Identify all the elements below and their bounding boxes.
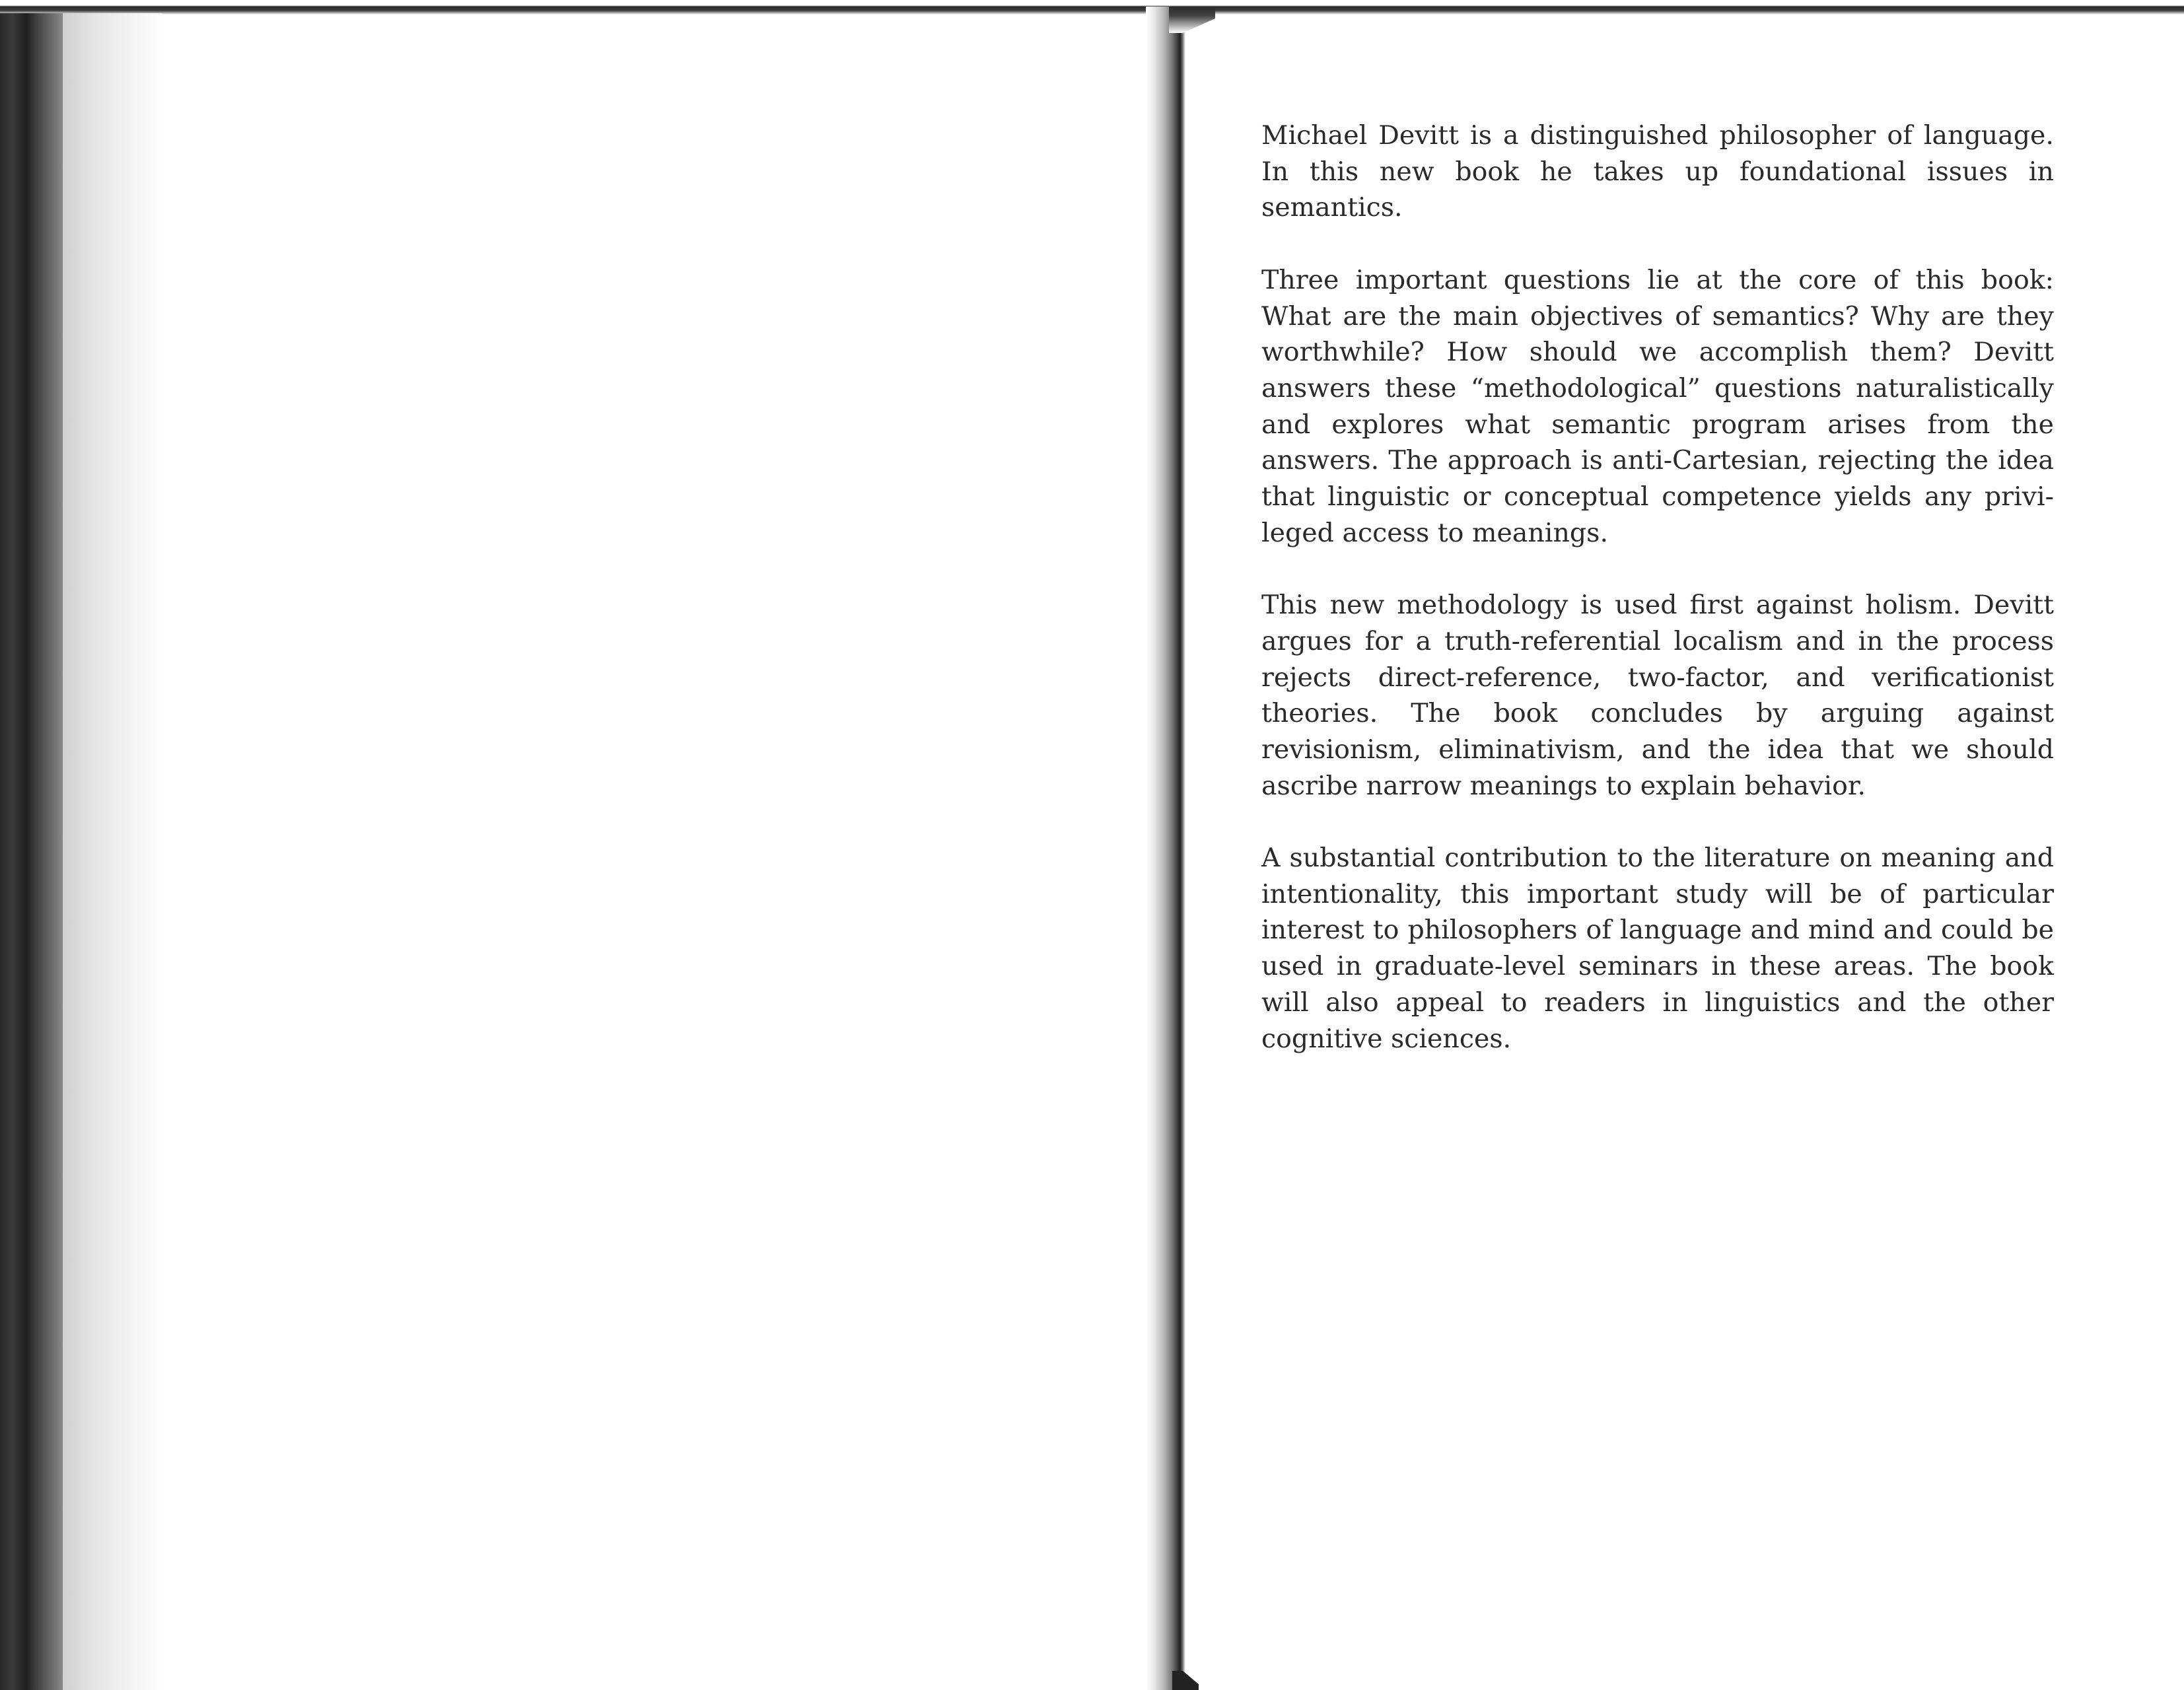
- center-gutter: [1146, 7, 1185, 1690]
- left-page-shadow: [63, 13, 162, 1690]
- right-page-text: [1261, 118, 2054, 1057]
- gutter-corner-bottom: [1172, 1671, 1199, 1690]
- top-page-edge: [0, 0, 2184, 15]
- paragraph-1: Michael Devitt is a distinguished philosopher of language. In this new book he takes up foundational issues in semantics.: [1261, 120, 2054, 223]
- paragraph-3: This new methodology is used first against holism. Devitt argues for a truth-referential localism and in the process rejects direct-reference, two-factor, and verificationist theories. The book concludes by arguing against revisionism, eliminativism, and the idea that we should ascribe narrow meanings to explain behavior.: [1261, 590, 2054, 801]
- gutter-corner-top: [1169, 7, 1215, 33]
- paragraph-4: A substantial contribution to the literature on meaning and intentionality, this important study will be of particular interest to philosophers of language and mind and could be used in graduate-level seminars in these areas. The book will also appeal to readers in linguistics and the other cognitive sciences.: [1261, 843, 2054, 1054]
- left-binding-edge: [0, 13, 63, 1690]
- paragraph-2: Three important questions lie at the core of this book: What are the main objectives of semantics? Why are they worthwhile? How should we accomplish them? Devitt answers these “methodological” questions naturalistically and explores what semantic program arises from the answers. The approach is anti-Cartesian, rejecting the idea that linguistic or conceptual competence yields any privileged access to meanings.: [1261, 264, 2054, 548]
